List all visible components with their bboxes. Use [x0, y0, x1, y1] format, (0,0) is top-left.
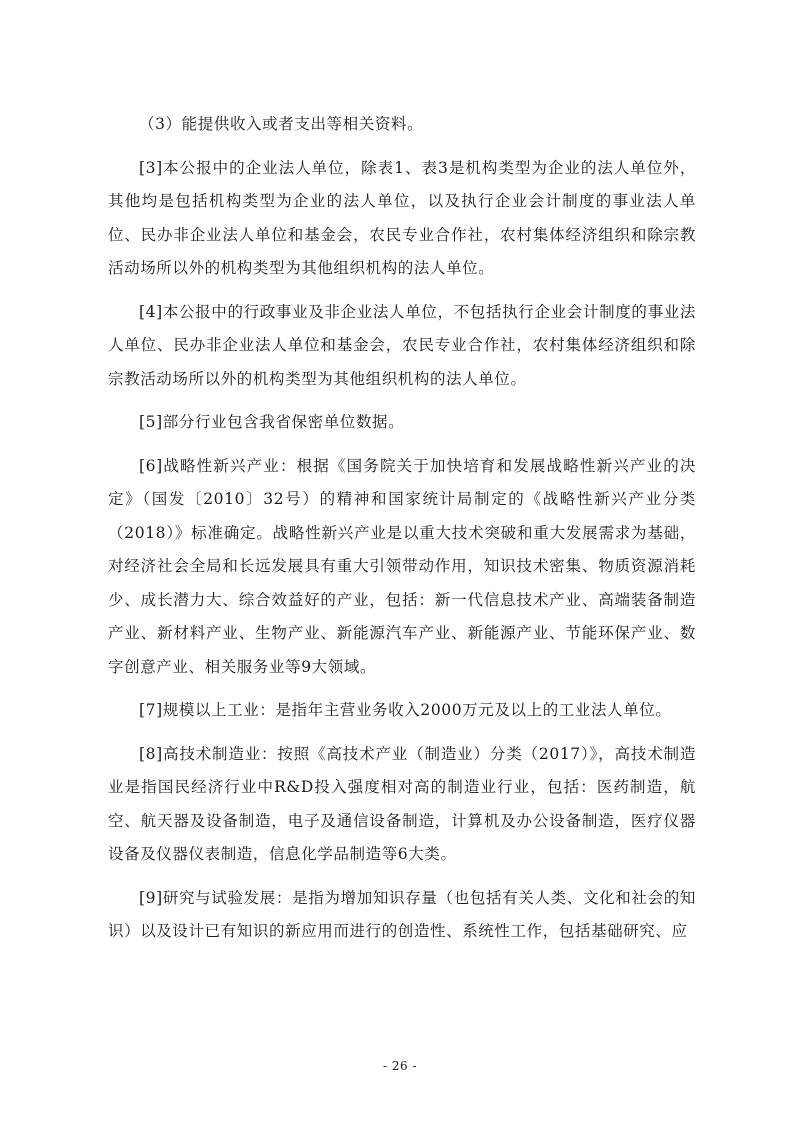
paragraph-note-5: [5]部分行业包含我省保密单位数据。	[139, 413, 405, 431]
page-number: - 26 -	[382, 1059, 417, 1073]
paragraph-note-9: [9]研究与试验发展：是指为增加知识存量（也包括有关人类、文化和社会的知识）以及设计已有知识的新应用而进行的创造性、系统性工作，包括基础研究、应	[108, 888, 696, 940]
paragraph-note-3: [3]本公报中的企业法人单位，除表1、表3是机构类型为企业的法人单位外，其他均是包括机构类型为企业的法人单位，以及执行企业会计制度的事业法人单位、民办非企业法人单位和基金会，农民专业合作社，农村集体经济组织和除宗教活动场所以外的机构类型为其他组织机构的法人单位。	[108, 158, 696, 277]
paragraph-note-6: [6]战略性新兴产业：根据《国务院关于加快培育和发展战略性新兴产业的决定》（国发〔2010〕32号）的精神和国家统计局制定的《战略性新兴产业分类（2018）》标准确定。战略性新兴产业是以重大技术突破和重大发展需求为基础，对经济社会全局和长远发展具有重大引领带动作用，知识技术密集、物质资源消耗少、成长潜力大、综合效益好的产业，包括：新一代信息技术产业、高端装备制造产业、新材料产业、生物产业、新能源汽车产业、新能源产业、节能环保产业、数字创意产业、相关服务业等9大领域。	[108, 456, 696, 676]
document-body	[108, 108, 696, 959]
paragraph-note-4: [4]本公报中的行政事业及非企业法人单位，不包括执行企业会计制度的事业法人单位、民办非企业法人单位和基金会，农民专业合作社，农村集体经济组织和除宗教活动场所以外的机构类型为其他组织机构的法人单位。	[108, 302, 696, 388]
paragraph-note-3-item: （3）能提供收入或者支出等相关资料。	[139, 115, 424, 133]
paragraph-note-8: [8]高技术制造业：按照《高技术产业（制造业）分类（2017）》，高技术制造业是指国民经济行业中R&D投入强度相对高的制造业行业，包括：医药制造，航空、航天器及设备制造，电子及通信设备制造，计算机及办公设备制造，医疗仪器设备及仪器仪表制造，信息化学品制造等6大类。	[108, 744, 696, 863]
paragraph-note-7: [7]规模以上工业：是指年主营业务收入2000万元及以上的工业法人单位。	[139, 701, 672, 719]
